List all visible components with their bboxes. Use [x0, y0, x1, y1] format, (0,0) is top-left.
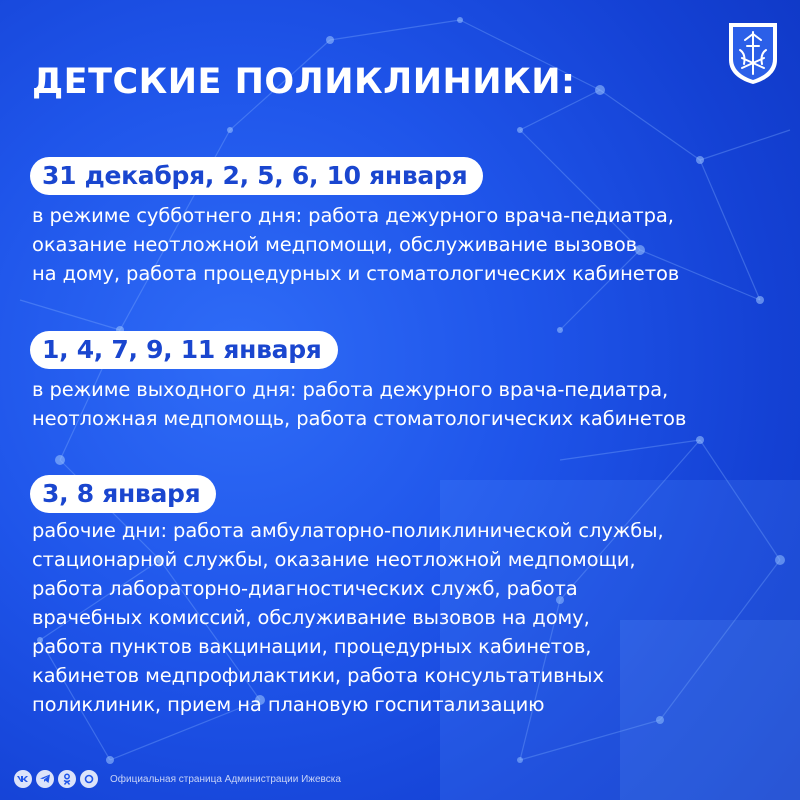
dates-badge-1: 31 декабря, 2, 5, 6, 10 января: [30, 157, 483, 195]
izhevsk-coat-of-arms-icon: [726, 20, 780, 86]
max-icon[interactable]: [80, 770, 98, 788]
footer: [14, 770, 341, 788]
odnoklassniki-icon[interactable]: [58, 770, 76, 788]
footer-text: Официальная страница Администрации Ижевска: [110, 773, 341, 785]
section-1-text: в режиме субботнего дня: работа дежурного врача-педиатра, оказание неотложной медпомощи, обслуживание вызовов на дому, работа процедурных и стоматологических кабинетов: [32, 204, 680, 285]
vk-icon[interactable]: [14, 770, 32, 788]
page-title: ДЕТСКИЕ ПОЛИКЛИНИКИ:: [32, 62, 576, 102]
dates-badge-2: 1, 4, 7, 9, 11 января: [30, 331, 338, 369]
dates-badge-3: 3, 8 января: [30, 475, 216, 513]
section-2-text: в режиме выходного дня: работа дежурного врача-педиатра, неотложная медпомощь, работа стоматологических кабинетов: [32, 378, 687, 430]
telegram-icon[interactable]: [36, 770, 54, 788]
section-3-text: рабочие дни: работа амбулаторно-поликлинической службы, стационарной службы, оказание неотложной медпомощи, работа лабораторно-диагностических служб, работа врачебных комиссий, обслуживание вызовов на дому, работа пунктов вакцинации, процедурных кабинетов, кабинетов медпрофилактики, работа консультативных поликлиник, прием на плановую госпитализацию: [32, 519, 664, 716]
